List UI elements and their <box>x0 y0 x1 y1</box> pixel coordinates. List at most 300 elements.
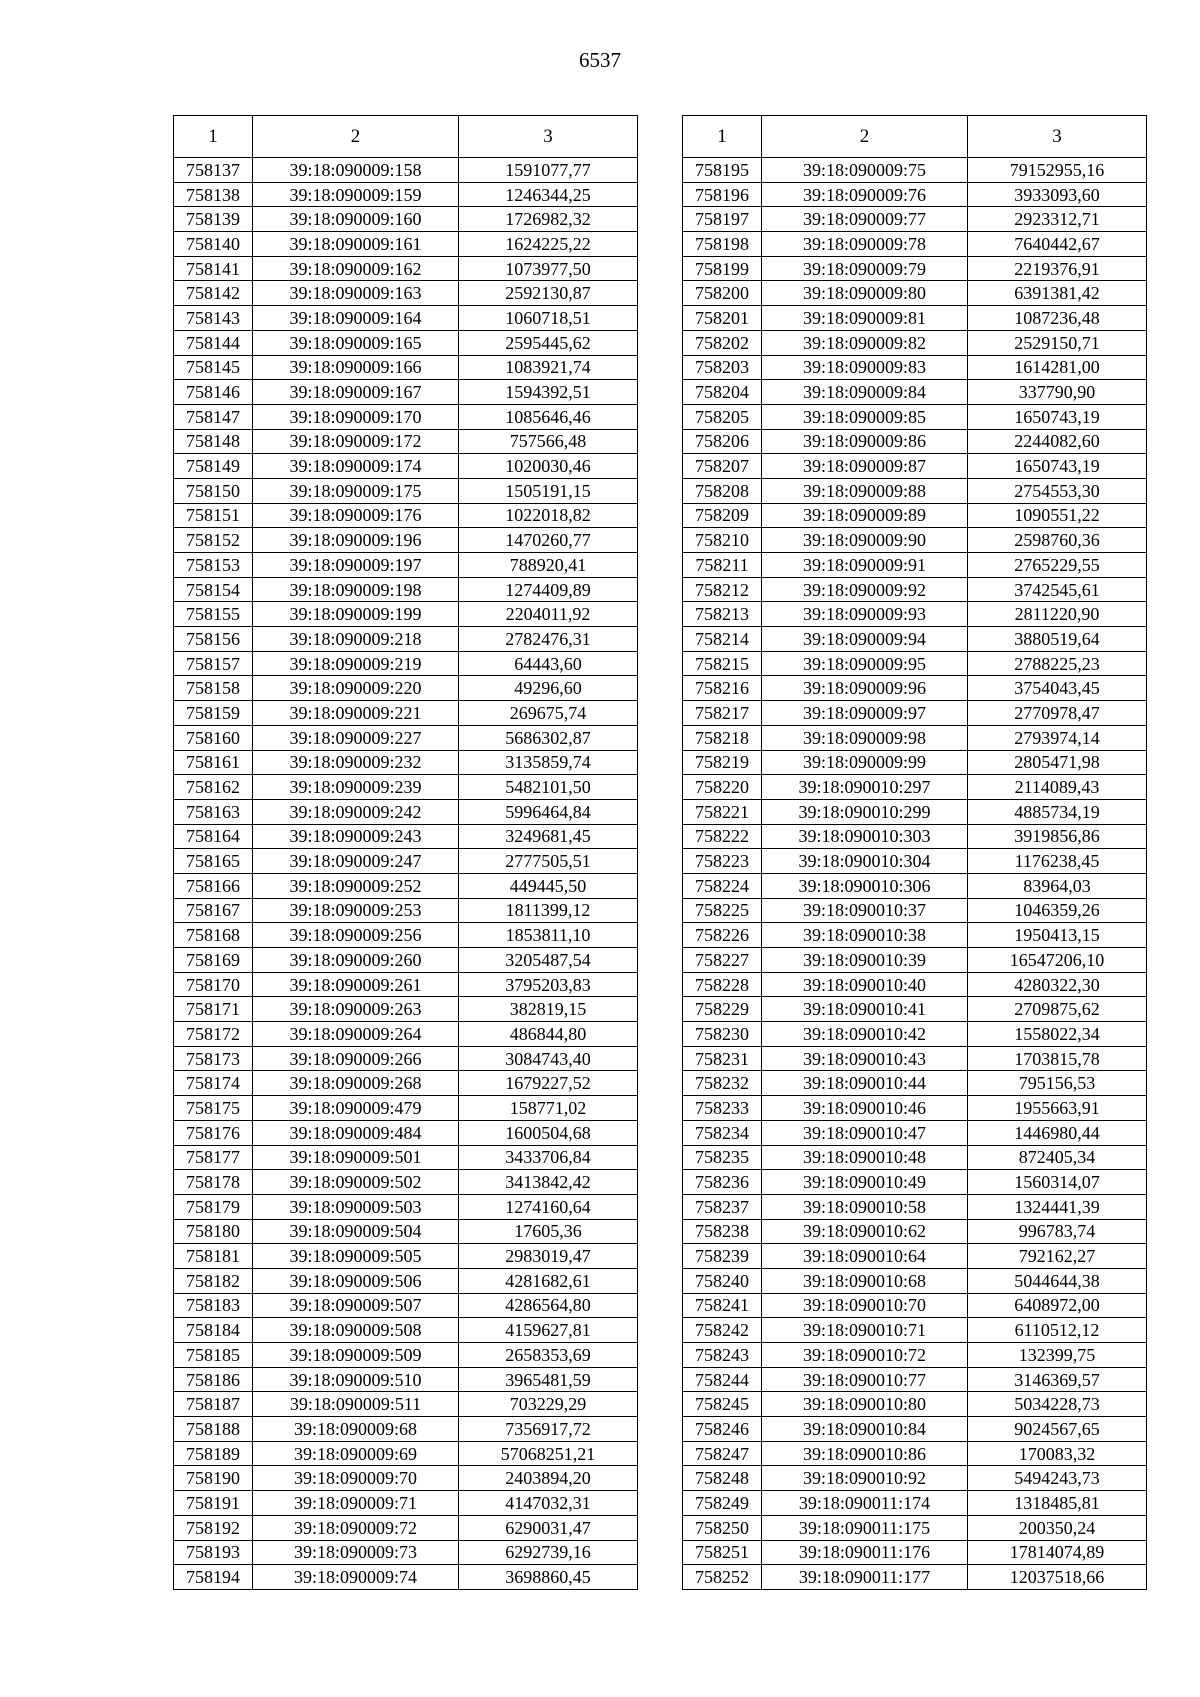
table-row <box>174 923 638 948</box>
value-cell: 2598760,36 <box>968 528 1147 553</box>
row-number-cell: 758142 <box>174 281 253 306</box>
table-row <box>683 824 1147 849</box>
row-number-cell: 758250 <box>683 1515 762 1540</box>
value-cell: 4147032,31 <box>459 1491 638 1516</box>
row-number-cell: 758148 <box>174 429 253 454</box>
table-row <box>683 701 1147 726</box>
value-cell: 49296,60 <box>459 676 638 701</box>
row-number-cell: 758224 <box>683 873 762 898</box>
value-cell: 1591077,77 <box>459 158 638 183</box>
table-row <box>683 1268 1147 1293</box>
cadastral-number-cell: 39:18:090009:174 <box>253 454 459 479</box>
row-number-cell: 758139 <box>174 207 253 232</box>
row-number-cell: 758190 <box>174 1466 253 1491</box>
row-number-cell: 758209 <box>683 503 762 528</box>
row-number-cell: 758188 <box>174 1417 253 1442</box>
row-number-cell: 758166 <box>174 873 253 898</box>
value-cell: 2770978,47 <box>968 701 1147 726</box>
table-row <box>683 1565 1147 1590</box>
row-number-cell: 758223 <box>683 849 762 874</box>
value-cell: 1176238,45 <box>968 849 1147 874</box>
value-cell: 5482101,50 <box>459 775 638 800</box>
row-number-cell: 758173 <box>174 1046 253 1071</box>
cadastral-number-cell: 39:18:090009:81 <box>762 306 968 331</box>
row-number-cell: 758228 <box>683 972 762 997</box>
value-cell: 269675,74 <box>459 701 638 726</box>
header-row <box>174 116 638 158</box>
row-number-cell: 758199 <box>683 256 762 281</box>
cadastral-number-cell: 39:18:090009:79 <box>762 256 968 281</box>
row-number-cell: 758175 <box>174 1096 253 1121</box>
right-table <box>682 115 1147 1590</box>
table-row <box>174 948 638 973</box>
row-number-cell: 758246 <box>683 1417 762 1442</box>
cadastral-number-cell: 39:18:090010:72 <box>762 1343 968 1368</box>
table-row <box>683 948 1147 973</box>
table-row <box>683 651 1147 676</box>
value-cell: 1060718,51 <box>459 306 638 331</box>
value-cell: 5494243,73 <box>968 1466 1147 1491</box>
table-row <box>683 454 1147 479</box>
cadastral-number-cell: 39:18:090009:92 <box>762 577 968 602</box>
table-row <box>174 404 638 429</box>
table-row <box>174 725 638 750</box>
table-row <box>683 281 1147 306</box>
row-number-cell: 758156 <box>174 627 253 652</box>
table-row <box>174 1392 638 1417</box>
cadastral-number-cell: 39:18:090009:83 <box>762 355 968 380</box>
table-row <box>683 1392 1147 1417</box>
cadastral-number-cell: 39:18:090010:49 <box>762 1170 968 1195</box>
cadastral-number-cell: 39:18:090009:505 <box>253 1244 459 1269</box>
table-row <box>683 1120 1147 1145</box>
cadastral-number-cell: 39:18:090009:99 <box>762 750 968 775</box>
cadastral-number-cell: 39:18:090010:303 <box>762 824 968 849</box>
table-row <box>174 997 638 1022</box>
cadastral-number-cell: 39:18:090009:163 <box>253 281 459 306</box>
table-row <box>174 182 638 207</box>
value-cell: 3413842,42 <box>459 1170 638 1195</box>
cadastral-number-cell: 39:18:090009:239 <box>253 775 459 800</box>
value-cell: 1046359,26 <box>968 898 1147 923</box>
cadastral-number-cell: 39:18:090009:502 <box>253 1170 459 1195</box>
value-cell: 795156,53 <box>968 1071 1147 1096</box>
row-number-cell: 758213 <box>683 602 762 627</box>
row-number-cell: 758143 <box>174 306 253 331</box>
value-cell: 4281682,61 <box>459 1268 638 1293</box>
value-cell: 1470260,77 <box>459 528 638 553</box>
row-number-cell: 758206 <box>683 429 762 454</box>
table-row <box>174 503 638 528</box>
row-number-cell: 758191 <box>174 1491 253 1516</box>
table-row <box>174 1022 638 1047</box>
value-cell: 3965481,59 <box>459 1367 638 1392</box>
table-row <box>683 478 1147 503</box>
value-cell: 2204011,92 <box>459 602 638 627</box>
table-row <box>174 627 638 652</box>
row-number-cell: 758239 <box>683 1244 762 1269</box>
value-cell: 1274409,89 <box>459 577 638 602</box>
row-number-cell: 758208 <box>683 478 762 503</box>
value-cell: 2403894,20 <box>459 1466 638 1491</box>
row-number-cell: 758184 <box>174 1318 253 1343</box>
right-table-body <box>683 158 1147 1590</box>
value-cell: 5996464,84 <box>459 799 638 824</box>
row-number-cell: 758241 <box>683 1293 762 1318</box>
value-cell: 9024567,65 <box>968 1417 1147 1442</box>
value-cell: 2793974,14 <box>968 725 1147 750</box>
value-cell: 2788225,23 <box>968 651 1147 676</box>
value-cell: 3433706,84 <box>459 1145 638 1170</box>
table-row <box>174 528 638 553</box>
cadastral-number-cell: 39:18:090009:93 <box>762 602 968 627</box>
row-number-cell: 758155 <box>174 602 253 627</box>
table-row <box>683 1194 1147 1219</box>
cadastral-number-cell: 39:18:090009:242 <box>253 799 459 824</box>
table-row <box>174 1318 638 1343</box>
cadastral-number-cell: 39:18:090009:82 <box>762 330 968 355</box>
cadastral-number-cell: 39:18:090009:227 <box>253 725 459 750</box>
table-row <box>174 873 638 898</box>
cadastral-number-cell: 39:18:090010:64 <box>762 1244 968 1269</box>
value-cell: 449445,50 <box>459 873 638 898</box>
row-number-cell: 758152 <box>174 528 253 553</box>
row-number-cell: 758178 <box>174 1170 253 1195</box>
cadastral-number-cell: 39:18:090009:220 <box>253 676 459 701</box>
row-number-cell: 758189 <box>174 1441 253 1466</box>
value-cell: 132399,75 <box>968 1343 1147 1368</box>
row-number-cell: 758197 <box>683 207 762 232</box>
row-number-cell: 758153 <box>174 553 253 578</box>
table-row <box>683 775 1147 800</box>
value-cell: 7640442,67 <box>968 232 1147 257</box>
cadastral-number-cell: 39:18:090009:96 <box>762 676 968 701</box>
row-number-cell: 758145 <box>174 355 253 380</box>
row-number-cell: 758183 <box>174 1293 253 1318</box>
cadastral-number-cell: 39:18:090010:84 <box>762 1417 968 1442</box>
value-cell: 1020030,46 <box>459 454 638 479</box>
row-number-cell: 758162 <box>174 775 253 800</box>
value-cell: 5034228,73 <box>968 1392 1147 1417</box>
table-row <box>683 380 1147 405</box>
cadastral-number-cell: 39:18:090011:177 <box>762 1565 968 1590</box>
cadastral-number-cell: 39:18:090010:40 <box>762 972 968 997</box>
value-cell: 1853811,10 <box>459 923 638 948</box>
left-table <box>173 115 638 1590</box>
row-number-cell: 758219 <box>683 750 762 775</box>
value-cell: 5044644,38 <box>968 1268 1147 1293</box>
value-cell: 16547206,10 <box>968 948 1147 973</box>
cadastral-number-cell: 39:18:090009:78 <box>762 232 968 257</box>
cadastral-number-cell: 39:18:090009:77 <box>762 207 968 232</box>
value-cell: 792162,27 <box>968 1244 1147 1269</box>
value-cell: 2658353,69 <box>459 1343 638 1368</box>
cadastral-number-cell: 39:18:090009:260 <box>253 948 459 973</box>
value-cell: 5686302,87 <box>459 725 638 750</box>
cadastral-number-cell: 39:18:090010:38 <box>762 923 968 948</box>
cadastral-number-cell: 39:18:090009:74 <box>253 1565 459 1590</box>
cadastral-number-cell: 39:18:090009:80 <box>762 281 968 306</box>
row-number-cell: 758231 <box>683 1046 762 1071</box>
row-number-cell: 758202 <box>683 330 762 355</box>
row-number-cell: 758165 <box>174 849 253 874</box>
value-cell: 1600504,68 <box>459 1120 638 1145</box>
cadastral-number-cell: 39:18:090009:94 <box>762 627 968 652</box>
row-number-cell: 758167 <box>174 898 253 923</box>
cadastral-number-cell: 39:18:090009:69 <box>253 1441 459 1466</box>
cadastral-number-cell: 39:18:090009:263 <box>253 997 459 1022</box>
table-row <box>174 972 638 997</box>
row-number-cell: 758245 <box>683 1392 762 1417</box>
right-table-header <box>683 116 1147 158</box>
row-number-cell: 758204 <box>683 380 762 405</box>
row-number-cell: 758230 <box>683 1022 762 1047</box>
cadastral-number-cell: 39:18:090009:264 <box>253 1022 459 1047</box>
table-row <box>683 1417 1147 1442</box>
table-row <box>174 281 638 306</box>
cadastral-number-cell: 39:18:090009:165 <box>253 330 459 355</box>
cadastral-number-cell: 39:18:090009:159 <box>253 182 459 207</box>
table-row <box>683 355 1147 380</box>
row-number-cell: 758163 <box>174 799 253 824</box>
table-row <box>174 1540 638 1565</box>
table-row <box>683 1293 1147 1318</box>
cadastral-number-cell: 39:18:090010:47 <box>762 1120 968 1145</box>
row-number-cell: 758158 <box>174 676 253 701</box>
table-row <box>683 1491 1147 1516</box>
table-row <box>174 454 638 479</box>
table-row <box>683 553 1147 578</box>
value-cell: 1558022,34 <box>968 1022 1147 1047</box>
table-row <box>174 824 638 849</box>
row-number-cell: 758177 <box>174 1145 253 1170</box>
table-row <box>174 232 638 257</box>
cadastral-number-cell: 39:18:090009:158 <box>253 158 459 183</box>
row-number-cell: 758159 <box>174 701 253 726</box>
value-cell: 12037518,66 <box>968 1565 1147 1590</box>
row-number-cell: 758227 <box>683 948 762 973</box>
table-row <box>174 1491 638 1516</box>
row-number-cell: 758232 <box>683 1071 762 1096</box>
value-cell: 6292739,16 <box>459 1540 638 1565</box>
row-number-cell: 758181 <box>174 1244 253 1269</box>
cadastral-number-cell: 39:18:090009:170 <box>253 404 459 429</box>
cadastral-number-cell: 39:18:090009:198 <box>253 577 459 602</box>
row-number-cell: 758186 <box>174 1367 253 1392</box>
table-row <box>174 602 638 627</box>
value-cell: 17814074,89 <box>968 1540 1147 1565</box>
row-number-cell: 758179 <box>174 1194 253 1219</box>
cadastral-number-cell: 39:18:090009:501 <box>253 1145 459 1170</box>
cadastral-number-cell: 39:18:090009:504 <box>253 1219 459 1244</box>
cadastral-number-cell: 39:18:090010:71 <box>762 1318 968 1343</box>
value-cell: 2805471,98 <box>968 750 1147 775</box>
table-row <box>174 429 638 454</box>
row-number-cell: 758218 <box>683 725 762 750</box>
table-row <box>174 1466 638 1491</box>
table-row <box>683 627 1147 652</box>
column-header-2: 2 <box>762 116 968 158</box>
table-row <box>683 528 1147 553</box>
row-number-cell: 758147 <box>174 404 253 429</box>
row-number-cell: 758238 <box>683 1219 762 1244</box>
value-cell: 57068251,21 <box>459 1441 638 1466</box>
cadastral-number-cell: 39:18:090009:176 <box>253 503 459 528</box>
row-number-cell: 758144 <box>174 330 253 355</box>
table-row <box>174 799 638 824</box>
cadastral-number-cell: 39:18:090010:44 <box>762 1071 968 1096</box>
row-number-cell: 758226 <box>683 923 762 948</box>
value-cell: 4286564,80 <box>459 1293 638 1318</box>
row-number-cell: 758222 <box>683 824 762 849</box>
table-row <box>174 1219 638 1244</box>
value-cell: 3135859,74 <box>459 750 638 775</box>
cadastral-number-cell: 39:18:090009:266 <box>253 1046 459 1071</box>
row-number-cell: 758237 <box>683 1194 762 1219</box>
table-row <box>683 849 1147 874</box>
table-row <box>683 429 1147 454</box>
left-table-header <box>174 116 638 158</box>
cadastral-number-cell: 39:18:090009:484 <box>253 1120 459 1145</box>
row-number-cell: 758146 <box>174 380 253 405</box>
row-number-cell: 758170 <box>174 972 253 997</box>
table-row <box>174 1244 638 1269</box>
cadastral-number-cell: 39:18:090010:68 <box>762 1268 968 1293</box>
cadastral-number-cell: 39:18:090010:46 <box>762 1096 968 1121</box>
value-cell: 3754043,45 <box>968 676 1147 701</box>
cadastral-number-cell: 39:18:090009:253 <box>253 898 459 923</box>
table-row <box>683 158 1147 183</box>
row-number-cell: 758205 <box>683 404 762 429</box>
cadastral-number-cell: 39:18:090010:92 <box>762 1466 968 1491</box>
cadastral-number-cell: 39:18:090010:39 <box>762 948 968 973</box>
cadastral-number-cell: 39:18:090009:85 <box>762 404 968 429</box>
table-row <box>174 1417 638 1442</box>
cadastral-number-cell: 39:18:090009:160 <box>253 207 459 232</box>
table-row <box>683 1466 1147 1491</box>
value-cell: 3205487,54 <box>459 948 638 973</box>
page-number: 6537 <box>579 48 621 72</box>
table-row <box>683 577 1147 602</box>
cadastral-number-cell: 39:18:090009:172 <box>253 429 459 454</box>
cadastral-number-cell: 39:18:090009:510 <box>253 1367 459 1392</box>
value-cell: 3742545,61 <box>968 577 1147 602</box>
table-row <box>683 1540 1147 1565</box>
table-row <box>683 602 1147 627</box>
value-cell: 1955663,91 <box>968 1096 1147 1121</box>
value-cell: 1274160,64 <box>459 1194 638 1219</box>
cadastral-number-cell: 39:18:090010:62 <box>762 1219 968 1244</box>
value-cell: 1726982,32 <box>459 207 638 232</box>
value-cell: 2754553,30 <box>968 478 1147 503</box>
table-row <box>683 182 1147 207</box>
cadastral-number-cell: 39:18:090009:232 <box>253 750 459 775</box>
row-number-cell: 758171 <box>174 997 253 1022</box>
row-number-cell: 758251 <box>683 1540 762 1565</box>
value-cell: 170083,32 <box>968 1441 1147 1466</box>
row-number-cell: 758216 <box>683 676 762 701</box>
table-row <box>683 1022 1147 1047</box>
cadastral-number-cell: 39:18:090009:509 <box>253 1343 459 1368</box>
header-row <box>683 116 1147 158</box>
table-row <box>683 1145 1147 1170</box>
cadastral-number-cell: 39:18:090009:76 <box>762 182 968 207</box>
cadastral-number-cell: 39:18:090009:252 <box>253 873 459 898</box>
cadastral-number-cell: 39:18:090009:218 <box>253 627 459 652</box>
cadastral-number-cell: 39:18:090010:48 <box>762 1145 968 1170</box>
column-header-1: 1 <box>174 116 253 158</box>
table-row <box>174 256 638 281</box>
cadastral-number-cell: 39:18:090009:197 <box>253 553 459 578</box>
cadastral-number-cell: 39:18:090009:196 <box>253 528 459 553</box>
value-cell: 158771,02 <box>459 1096 638 1121</box>
cadastral-number-cell: 39:18:090010:306 <box>762 873 968 898</box>
value-cell: 1594392,51 <box>459 380 638 405</box>
table-row <box>174 478 638 503</box>
value-cell: 6290031,47 <box>459 1515 638 1540</box>
value-cell: 2777505,51 <box>459 849 638 874</box>
table-row <box>683 1046 1147 1071</box>
value-cell: 2114089,43 <box>968 775 1147 800</box>
row-number-cell: 758157 <box>174 651 253 676</box>
row-number-cell: 758212 <box>683 577 762 602</box>
value-cell: 2709875,62 <box>968 997 1147 1022</box>
value-cell: 486844,80 <box>459 1022 638 1047</box>
value-cell: 17605,36 <box>459 1219 638 1244</box>
row-number-cell: 758243 <box>683 1343 762 1368</box>
value-cell: 200350,24 <box>968 1515 1147 1540</box>
value-cell: 1650743,19 <box>968 404 1147 429</box>
row-number-cell: 758137 <box>174 158 253 183</box>
table-row <box>174 849 638 874</box>
row-number-cell: 758249 <box>683 1491 762 1516</box>
table-row <box>174 1515 638 1540</box>
cadastral-number-cell: 39:18:090009:71 <box>253 1491 459 1516</box>
table-row <box>683 1343 1147 1368</box>
cadastral-number-cell: 39:18:090010:77 <box>762 1367 968 1392</box>
value-cell: 3933093,60 <box>968 182 1147 207</box>
row-number-cell: 758215 <box>683 651 762 676</box>
cadastral-number-cell: 39:18:090009:221 <box>253 701 459 726</box>
cadastral-number-cell: 39:18:090010:70 <box>762 1293 968 1318</box>
value-cell: 83964,03 <box>968 873 1147 898</box>
value-cell: 2983019,47 <box>459 1244 638 1269</box>
row-number-cell: 758193 <box>174 1540 253 1565</box>
value-cell: 2529150,71 <box>968 330 1147 355</box>
cadastral-number-cell: 39:18:090009:98 <box>762 725 968 750</box>
table-row <box>683 1071 1147 1096</box>
value-cell: 1560314,07 <box>968 1170 1147 1195</box>
table-row <box>683 1096 1147 1121</box>
row-number-cell: 758240 <box>683 1268 762 1293</box>
table-row <box>174 676 638 701</box>
cadastral-number-cell: 39:18:090009:91 <box>762 553 968 578</box>
table-row <box>683 306 1147 331</box>
cadastral-number-cell: 39:18:090010:41 <box>762 997 968 1022</box>
table-row <box>174 553 638 578</box>
row-number-cell: 758192 <box>174 1515 253 1540</box>
row-number-cell: 758229 <box>683 997 762 1022</box>
value-cell: 1624225,22 <box>459 232 638 257</box>
value-cell: 1318485,81 <box>968 1491 1147 1516</box>
table-row <box>683 404 1147 429</box>
column-header-3: 3 <box>459 116 638 158</box>
value-cell: 2765229,55 <box>968 553 1147 578</box>
table-row <box>174 1367 638 1392</box>
row-number-cell: 758203 <box>683 355 762 380</box>
cadastral-number-cell: 39:18:090009:247 <box>253 849 459 874</box>
table-row <box>683 923 1147 948</box>
